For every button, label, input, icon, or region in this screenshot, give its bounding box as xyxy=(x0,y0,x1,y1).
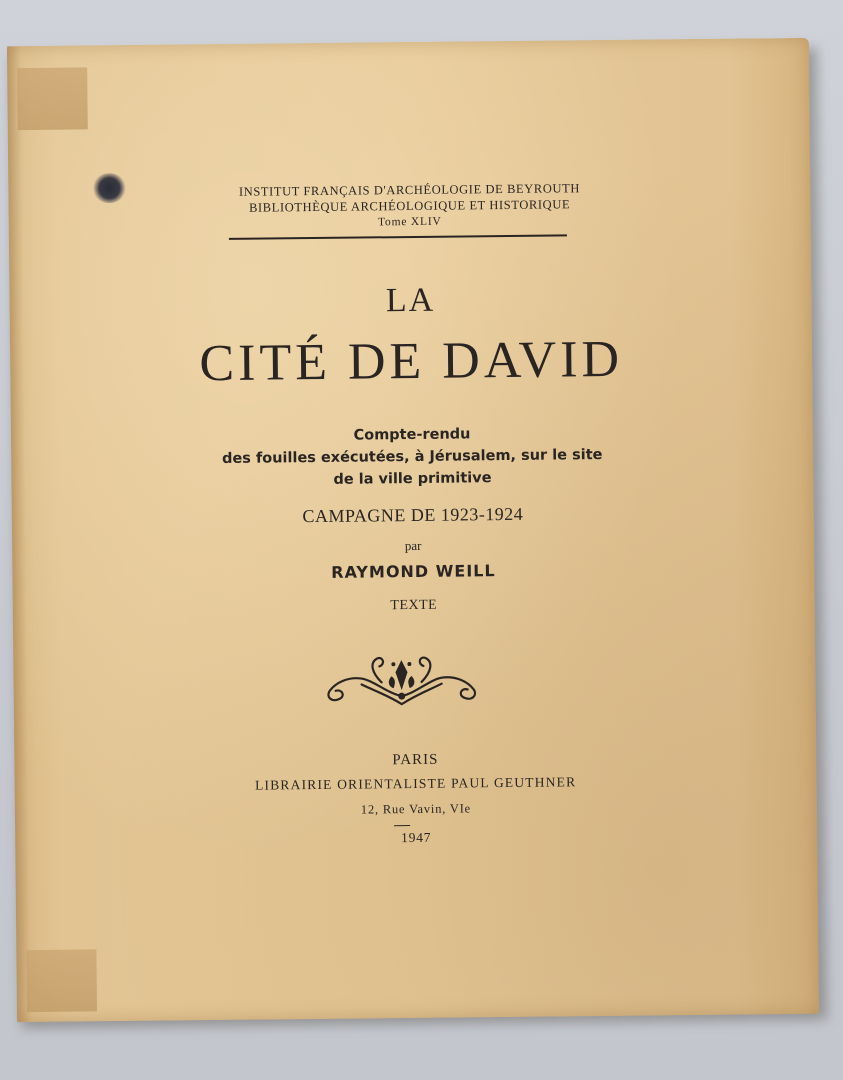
subtitle-line-1: Compte-rendu xyxy=(353,426,471,444)
institute-header xyxy=(8,178,810,234)
institute-line-2: BIBLIOTHÈQUE ARCHÉOLOGIQUE ET HISTORIQUE xyxy=(248,197,571,215)
book-cover xyxy=(7,38,819,1022)
tape-bottom xyxy=(26,949,97,1012)
tape-top xyxy=(17,67,88,130)
institute-line-1: INSTITUT FRANÇAIS D'ARCHÉOLOGIE DE BEYROUTH xyxy=(238,181,581,199)
publication-year: 1947 xyxy=(401,829,432,846)
tome-number: Tome XLIV xyxy=(377,215,442,229)
publisher-name: LIBRAIRIE ORIENTALISTE PAUL GEUTHNER xyxy=(254,774,577,793)
book-title: CITÉ DE DAVID xyxy=(199,330,624,393)
subtitle-line-2: des fouilles exécutées, à Jérusalem, sur le site xyxy=(221,447,603,467)
subtitle-line-3: de la ville primitive xyxy=(333,470,492,488)
volume-label: TEXTE xyxy=(390,597,438,614)
campaign: CAMPAGNE DE 1923-1924 xyxy=(302,503,524,527)
title-article: LA xyxy=(385,281,436,320)
author-name: RAYMOND WEILL xyxy=(331,561,496,582)
year-separator xyxy=(394,825,410,826)
by-label: par xyxy=(404,537,422,554)
publisher-address: 12, Rue Vavin, VIe xyxy=(360,801,472,817)
subtitle xyxy=(11,420,814,494)
ornament-icon xyxy=(321,651,482,709)
publication-city: PARIS xyxy=(392,751,439,769)
header-rule xyxy=(229,234,567,239)
